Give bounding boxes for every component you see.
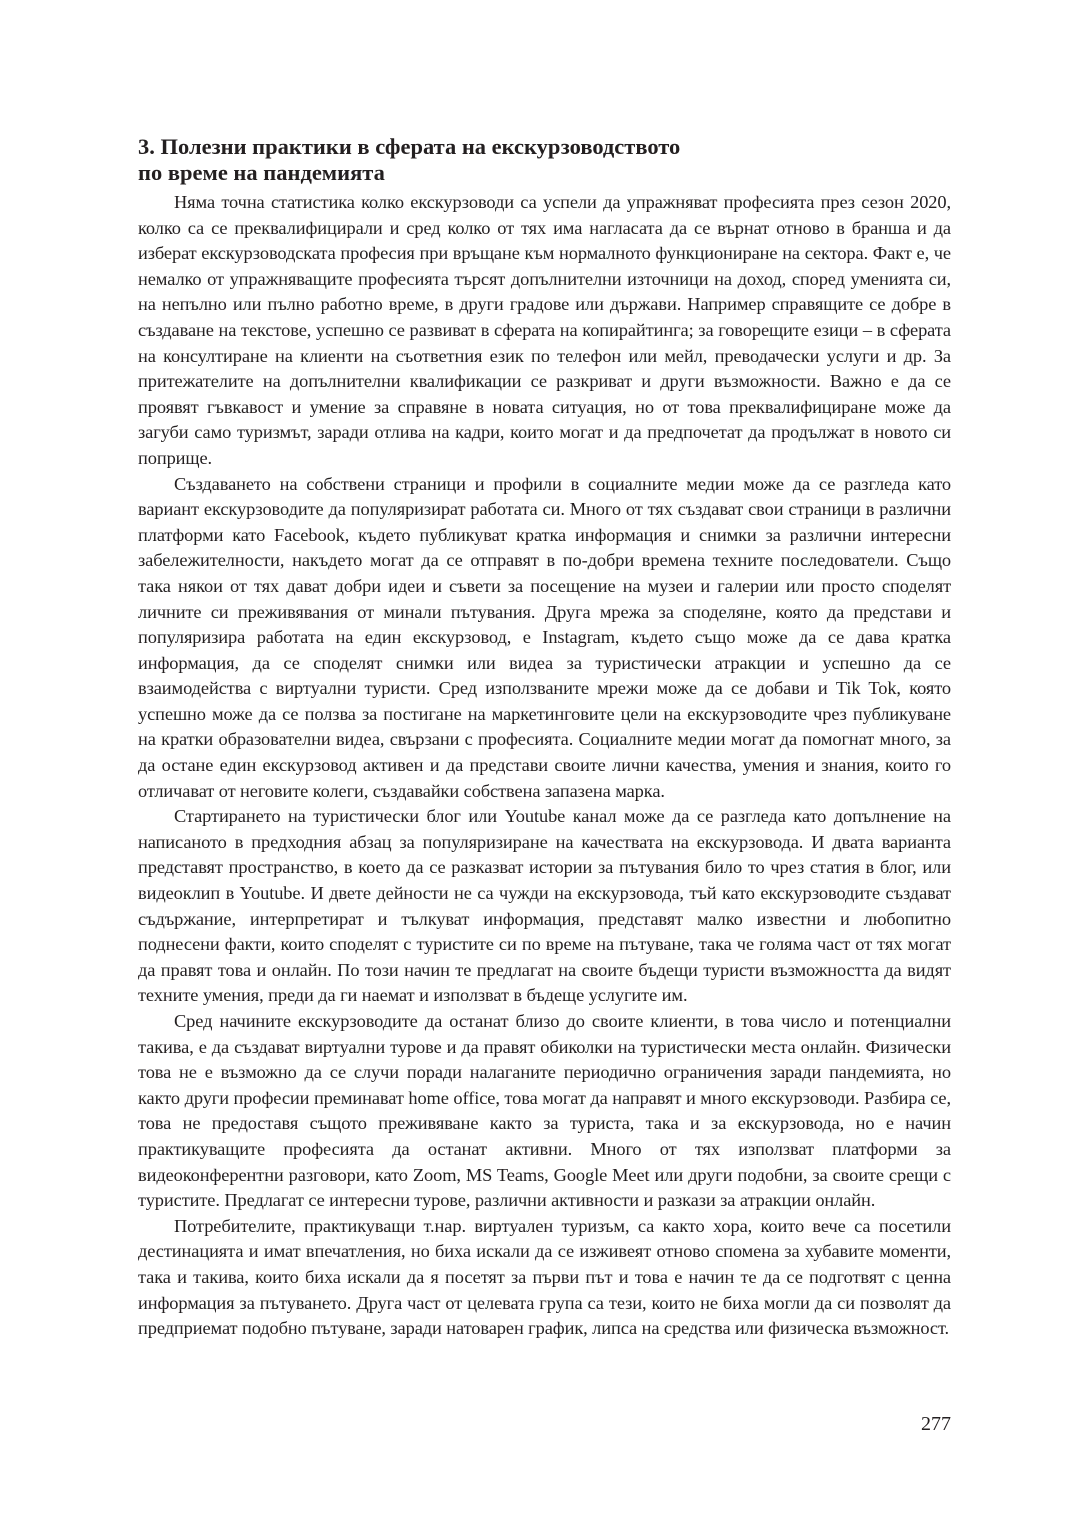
paragraph-5: Потребителите, практикуващи т.нар. виртуален туризъм, са както хора, които вече са посетили дестинацията и имат впечатления, но биха искали да се изживеят отново спомена за хубавите моменти, така и такива, които биха искали да я посетят за първи път и това е начин те да се подготвят с ценна информация за пътуването. Друга част от целевата група са тези, които не биха могли да си позволят да предприемат подобно пътуване, заради натоварен график, липса на средства или физическа възможност. [138, 1215, 951, 1339]
section-heading [138, 134, 951, 186]
section-heading-line-2: по време на пандемията [138, 160, 385, 185]
section-heading-line-1: 3. Полезни практики в сферата на екскурзоводството [138, 134, 681, 159]
paragraph-3: Стартирането на туристически блог или Youtube канал може да се разгледа като допълнение на написаното в предходния абзац за популяризиране на качествата на екскурзовода. И двата варианта представят пространство, в което да се разказват истории за пътувания било то чрез статия в блог, или видеоклип в Youtube. И двете дейности не са чужди на екскурзовода, тъй като екскурзоводите създават съдържание, интерпретират и тълкуват информация, представят малко известни и любопитно поднесени факти, които споделят с туристите си по време на пътуване, така че голяма част от тях могат да правят това и онлайн. По този начин те предлагат на своите бъдещи туристи възможността да видят техните умения, преди да ги наемат и използват в бъдеще услугите им. [138, 806, 951, 1006]
paragraph-2: Създаването на собствени страници и профили в социалните медии може да се разгледа като вариант екскурзоводите да популяризират работата си. Много от тях създават свои страници в различни платформи като Facebook, където публикуват кратка информация и снимки за различни интересни забележителности, накъдето могат да се отправят в по-добри времена техните последователи. Също така някои от тях дават добри идеи и съвети за посещение на музеи и галерии или просто споделят личните си преживявания от минали пътувания. Друга мрежа за споделяне, която да представи и популяризира работата на един екскурзовод, е Instagram, където също може да се дава кратка информация, да се споделят снимки или видеа за туристически атракции и успешно да се взаимодейства с виртуални туристи. Сред използваните мрежи може да се добави и Tik Tok, която успешно може да се ползва за постигане на маркетинговите цели на екскурзоводите чрез публикуване на кратки образователни видеа, свързани с професията. Социалните медии могат да помогнат много, за да остане един екскурзовод активен и да представи своите лични качества, умения и знания, които го отличават от неговите колеги, създавайки собствена запазена марка. [138, 473, 951, 801]
paragraph-1: Няма точна статистика колко екскурзоводи са успели да упражняват професията през сезон 2020, колко са се преквалифицирали и сред колко от тях има нагласата да се върнат отново в бранша и да изберат екскурзоводската професия при връщане към нормалното функциониране на сектора. Факт е, че немалко от упражняващите професията търсят допълнителни източници на доход, според уменията си, на непълно или пълно работно време, в други градове или държави. Например справящите се добре в създаване на текстове, успешно се развиват в сферата на копирайтинга; за говорещите езици – в сферата на консултиране на клиенти на съответния език по телефон или мейл, преводачески услуги и др. За притежателите на допълнителни квалификации се разкриват и други възможности. Важно е да се проявят гъвкавост и умение за справяне в новата ситуация, но от това преквалифициране може да загуби само туризмът, заради отлива на кадри, които могат и да предпочетат да продължат в новото си поприще. [138, 192, 951, 468]
paragraph-4: Сред начините екскурзоводите да останат близо до своите клиенти, в това число и потенциални такива, е да създават виртуални турове и да правят обиколки на туристически места онлайн. Физически това не е възможно да се случи поради налаганите периодично ограничения заради пандемията, но както други професии преминават home office, това могат да направят и много екскурзоводи. Разбира се, това не предоставя същото преживяване както за туриста, така и за екскурзовода, но е начин практикуващите професията да останат активни. Много от тях използват платформи за видеоконферентни разговори, като Zoom, MS Teams, Google Meet или други подобни, за своите срещи с туристите. Предлагат се интересни турове, различни активности и разкази за атракции онлайн. [138, 1011, 951, 1211]
page-content [138, 134, 951, 1342]
page-number: 277 [921, 1413, 951, 1435]
